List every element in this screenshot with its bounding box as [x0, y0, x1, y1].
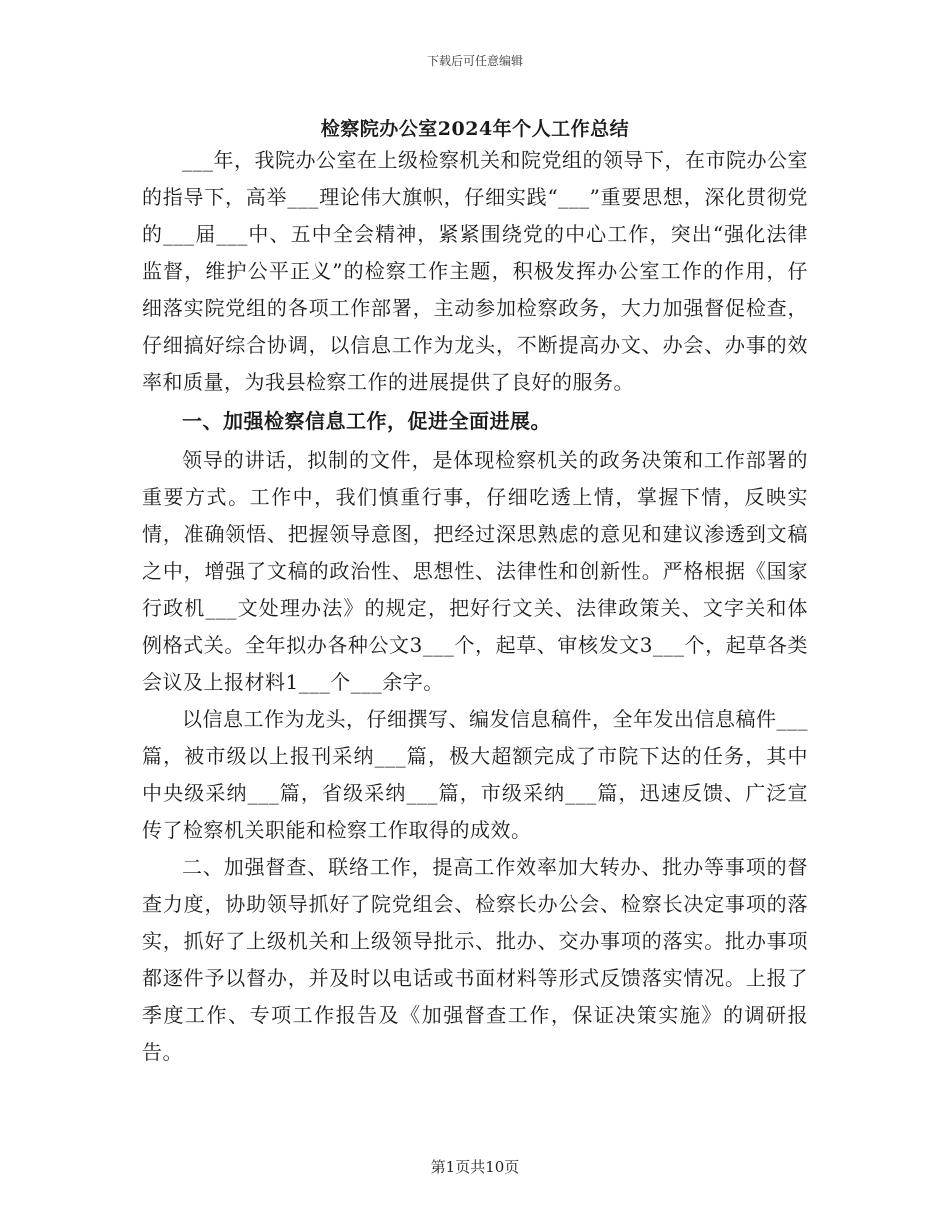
document-body — [142, 142, 808, 1071]
paragraph-supervision: 二、加强督查、联络工作，提高工作效率加大转办、批办等事项的督查力度，协助领导抓好了院党组会、检察长办公会、检察长决定事项的落实，抓好了上级机关和上级领导批示、批办、交办事项的落实。批办事项都逐件予以督办，并及时以电话或书面材料等形式反馈落实情况。上报了季度工作、专项工作报告及《加强督查工作，保证决策实施》的调研报告。 — [142, 855, 808, 1064]
paragraph-intro: ___年，我院办公室在上级检察机关和院党组的领导下，在市院办公室的指导下，高举___理论伟大旗帜，仔细实践“___”重要思想，深化贯彻党的___届___中、五中全会精神，紧紧围绕党的中心工作，突出“强化法律监督，维护公平正义”的检察工作主题，积极发挥办公室工作的作用，仔细落实院党组的各项工作部署，主动参加检察政务，大力加强督促检查，仔细搞好综合协调，以信息工作为龙头，不断提高办文、办会、办事的效率和质量，为我县检察工作的进展提供了良好的服务。 — [142, 148, 808, 394]
section-heading-1: 一、加强检察信息工作，促进全面进展。 — [182, 409, 551, 433]
page-footer: 第1页共10页 — [430, 1158, 520, 1176]
header-note: 下载后可任意编辑 — [426, 54, 523, 68]
document-title: 检察院办公室2024年个人工作总结 — [320, 118, 630, 140]
paragraph-information: 以信息工作为龙头，仔细撰写、编发信息稿件，全年发出信息稿件___篇，被市级以上报刊采纳___篇，极大超额完成了市院下达的任务，其中中央级采纳___篇，省级采纳___篇，市级采纳___篇，迅速反馈、广泛宣传了检察机关职能和检察工作取得的成效。 — [142, 707, 808, 842]
paragraph-drafting: 领导的讲话，拟制的文件，是体现检察机关的政务决策和工作部署的重要方式。工作中，我们慎重行事，仔细吃透上情，掌握下情，反映实情，准确领悟、把握领导意图，把经过深思熟虑的意见和建议渗透到文稿之中，增强了文稿的政治性、思想性、法律性和创新性。严格根据《国家行政机___文处理办法》的规定，把好行文关、法律政策关、文字关和体例格式关。全年拟办各种公文3___个，起草、审核发文3___个，起草各类会议及上报材料1___个___余字。 — [142, 448, 808, 694]
